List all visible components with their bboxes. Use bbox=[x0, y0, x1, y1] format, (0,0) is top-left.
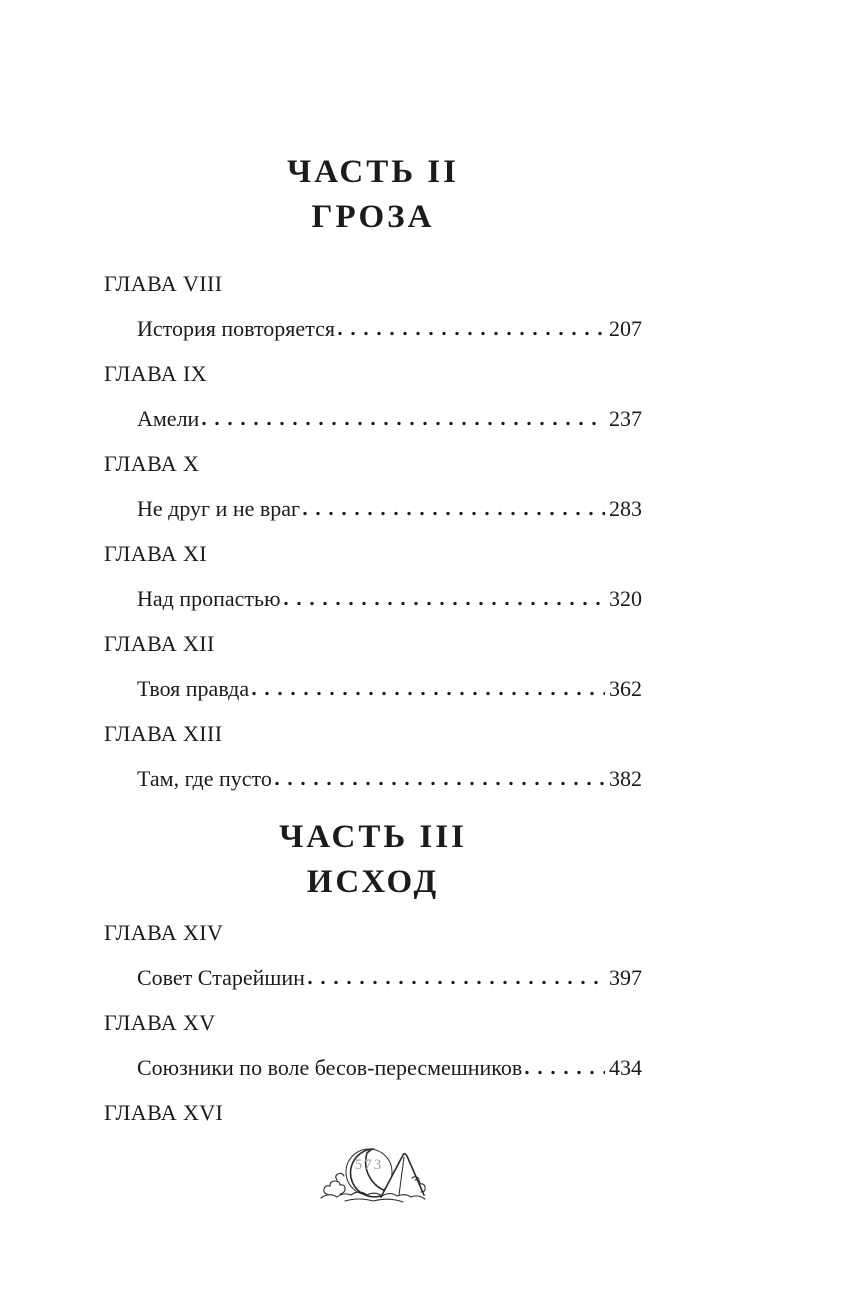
chapter-title: Не друг и не враг bbox=[137, 496, 301, 521]
toc-entry bbox=[104, 495, 642, 523]
toc-entry bbox=[104, 1054, 642, 1082]
part-section-2 bbox=[104, 150, 642, 793]
crescent-moon-mountain-clouds-icon bbox=[317, 1144, 429, 1204]
toc-entry bbox=[104, 405, 642, 433]
toc-entry bbox=[104, 675, 642, 703]
chapter-title: Совет Старейшин bbox=[137, 965, 305, 990]
chapter-heading: ГЛАВА VIII bbox=[104, 271, 223, 296]
chapter-title: Амели bbox=[137, 406, 200, 431]
chapter-page-number: 362 bbox=[609, 676, 642, 701]
folio-page-number: 573 bbox=[354, 1157, 384, 1173]
chapter-title: Союзники по воле бесов-пересмешников bbox=[137, 1055, 523, 1080]
toc-entry bbox=[104, 765, 642, 793]
chapter-heading: ГЛАВА XIII bbox=[104, 721, 223, 746]
chapter-heading: ГЛАВА XIV bbox=[104, 920, 224, 945]
dot-leader bbox=[308, 980, 605, 985]
part-label: ЧАСТЬ II bbox=[286, 154, 459, 190]
chapter-heading: ГЛАВА X bbox=[104, 451, 200, 476]
part-section-3 bbox=[104, 815, 642, 1127]
table-of-contents bbox=[104, 150, 642, 1204]
chapter-title: Там, где пусто bbox=[137, 766, 272, 791]
chapter-title: Твоя правда bbox=[137, 676, 250, 701]
chapter-page-number: 434 bbox=[609, 1055, 642, 1080]
dot-leader bbox=[252, 691, 605, 696]
chapter-heading: ГЛАВА XI bbox=[104, 541, 207, 566]
chapter-heading: ГЛАВА XII bbox=[104, 631, 215, 656]
dot-leader bbox=[525, 1070, 605, 1075]
part-title: ГРОЗА bbox=[311, 199, 435, 235]
chapter-page-number: 283 bbox=[609, 496, 642, 521]
toc-entry bbox=[104, 315, 642, 343]
part-title: ИСХОД bbox=[306, 864, 440, 900]
chapter-page-number: 382 bbox=[609, 766, 642, 791]
chapter-page-number: 320 bbox=[609, 586, 642, 611]
chapter-heading: ГЛАВА IX bbox=[104, 361, 207, 386]
dot-leader bbox=[303, 511, 605, 516]
dot-leader bbox=[338, 331, 605, 336]
chapter-page-number: 237 bbox=[609, 406, 642, 431]
part-heading bbox=[104, 150, 642, 240]
dot-leader bbox=[202, 421, 605, 426]
dot-leader bbox=[284, 601, 605, 606]
dot-leader bbox=[275, 781, 605, 786]
chapter-heading: ГЛАВА XV bbox=[104, 1010, 216, 1035]
chapter-heading: ГЛАВА XVI bbox=[104, 1100, 224, 1125]
chapter-title: Над пропастью bbox=[137, 586, 281, 611]
chapter-page-number: 207 bbox=[609, 316, 642, 341]
part-heading bbox=[104, 815, 642, 905]
toc-entry bbox=[104, 585, 642, 613]
toc-entry bbox=[104, 964, 642, 992]
part-label: ЧАСТЬ III bbox=[279, 819, 467, 855]
tailpiece-vignette bbox=[104, 1144, 642, 1204]
chapter-title: История повторяется bbox=[137, 316, 335, 341]
chapter-page-number: 397 bbox=[609, 965, 642, 990]
